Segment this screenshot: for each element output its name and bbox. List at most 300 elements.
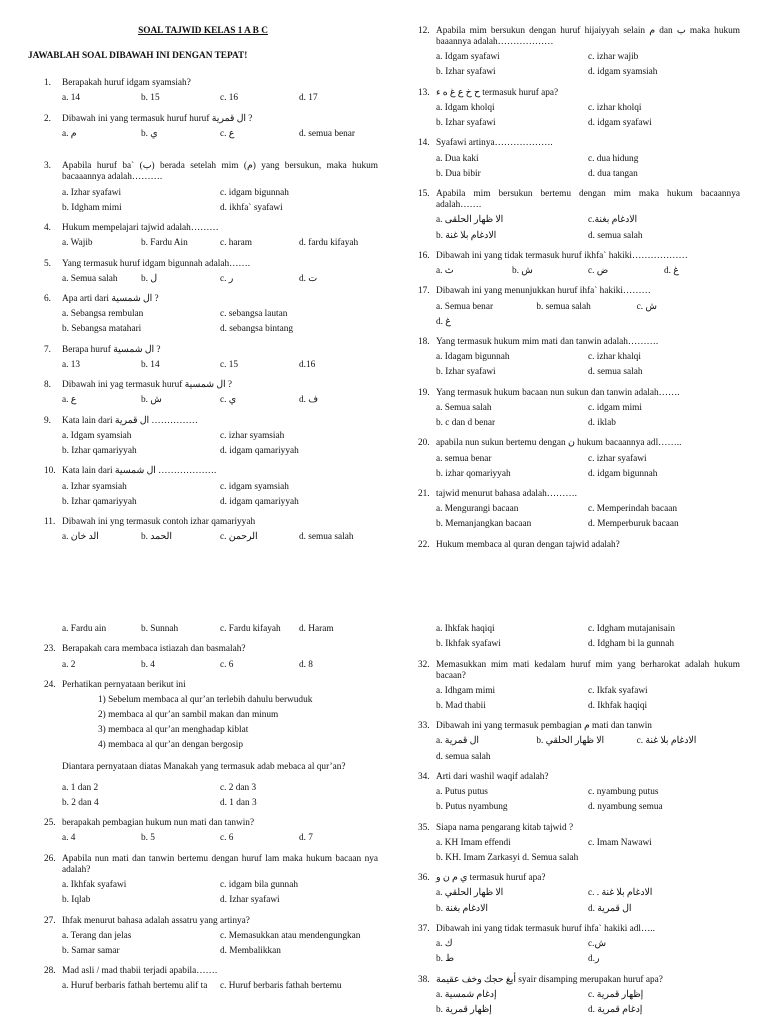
answer-options xyxy=(28,93,378,108)
question-text xyxy=(418,88,740,99)
question-stem: Dibawah ini yang menunjukkan huruf ihfa` hakiki……… xyxy=(436,286,651,297)
answer-option: a. 14 xyxy=(62,93,81,104)
question-number: 18. xyxy=(418,337,430,348)
question-item xyxy=(418,924,740,969)
answer-option: d. idgam qamariyyah xyxy=(220,446,299,457)
answer-option: b. الادغام بلا غنة xyxy=(436,230,497,241)
question-stem: Dibawah ini yang termasuk pembagian م mati dan tanwin xyxy=(436,721,652,732)
statement-item: 3) membaca al qur’an menghadap kiblat xyxy=(98,725,249,736)
answer-option: c. Huruf berbaris fathah bertemu xyxy=(220,981,342,992)
answer-option: b. ش xyxy=(512,266,533,277)
column-top-right xyxy=(418,26,740,556)
question-item xyxy=(28,966,378,996)
statement-item: 1) Sebelum membaca al qur’an terlebih dahulu berwuduk xyxy=(98,695,313,705)
answer-options xyxy=(28,360,378,375)
question-stem: Hukum mempelajari tajwid adalah……… xyxy=(62,223,219,234)
answer-option: d. Haram xyxy=(299,624,334,634)
answer-option: d. ال قمرية xyxy=(588,903,632,914)
question-stem: ح خ ع غ ه ء termasuk huruf apa? xyxy=(436,87,559,98)
answer-option: c. izhar kholqi xyxy=(588,102,642,113)
question-text xyxy=(418,138,740,149)
question-text xyxy=(418,26,740,48)
question-item xyxy=(418,823,740,868)
answer-options xyxy=(418,403,740,433)
answer-option: a. Izhar syamsiah xyxy=(62,481,127,492)
answer-option: c. Imam Nawawi xyxy=(588,837,652,848)
answer-option: d. Memperburuk bacaan xyxy=(588,519,679,530)
answer-option: b. Izhar syafawi xyxy=(436,367,496,378)
question-item xyxy=(28,818,378,848)
answer-options xyxy=(28,238,378,253)
question-number: 11. xyxy=(44,517,56,528)
question-number: 3. xyxy=(44,161,51,172)
answer-options xyxy=(28,880,378,910)
answer-option: a. الا ظهار الحلقي xyxy=(436,888,504,899)
question-number: 12. xyxy=(418,26,430,36)
answer-option: b. Izhar syafawi xyxy=(436,67,496,78)
answer-option: b. ل xyxy=(141,273,158,284)
question-number: 33. xyxy=(418,721,430,732)
answer-option: a. إدغام شمسية xyxy=(436,989,497,1000)
question-text xyxy=(418,489,740,500)
answer-options xyxy=(28,931,378,961)
answer-option: a. Semua salah xyxy=(436,402,492,413)
question-text xyxy=(28,294,378,305)
answer-option: a. الا ظهار الحلقى xyxy=(436,215,504,226)
question-item xyxy=(28,345,378,375)
answer-option: b. 15 xyxy=(141,93,160,104)
answer-options xyxy=(28,431,378,461)
question-text xyxy=(418,823,740,834)
answer-option: c. idgam bigunnah xyxy=(220,187,289,198)
question-number: 13. xyxy=(418,87,430,98)
question-text xyxy=(418,438,740,449)
question-text xyxy=(418,924,740,935)
question-stem: apabila nun sukun bertemu dengan ن hukum bacaannya adl…….. xyxy=(436,438,682,449)
answer-option: d. idgam qamariyyah xyxy=(220,496,299,507)
answer-option: c. 6 xyxy=(220,659,234,670)
answer-option: c. nyambung putus xyxy=(588,787,659,798)
answer-options xyxy=(28,532,378,547)
answer-option: d. غ xyxy=(436,316,451,327)
answer-option: a. Sebangsa rembulan xyxy=(62,309,144,320)
answer-option: a. 13 xyxy=(62,359,81,370)
answer-option: d. ikhfa` syafawi xyxy=(220,202,283,213)
answer-option: d. 17 xyxy=(299,93,318,104)
question-text xyxy=(418,975,740,986)
answer-option: b. KH. Imam Zarkasyi d. Semua salah xyxy=(436,852,579,863)
question-item xyxy=(418,975,740,1020)
answer-options xyxy=(418,624,740,654)
answer-option: b. Idgham mimi xyxy=(62,202,122,213)
question-item xyxy=(418,251,740,281)
question-item xyxy=(28,517,378,547)
question-stem: Kata lain dari ال شمسية ………………. xyxy=(62,466,217,477)
answer-option: c. izhar syafawi xyxy=(588,453,647,464)
answer-option: d. Idgham bi la gunnah xyxy=(588,639,674,650)
answer-option: b. semua salah xyxy=(536,301,591,312)
question-item xyxy=(418,88,740,133)
answer-option: c. Idgham mutajanisain xyxy=(588,624,676,634)
answer-option: c. izhar khalqi xyxy=(588,352,641,363)
answer-options xyxy=(418,990,740,1020)
answer-option: b. Ikhfak syafawi xyxy=(436,639,501,650)
question-number: 20. xyxy=(418,438,430,449)
answer-option: b. الادغام بغنة xyxy=(436,903,488,914)
answer-option: d. Ikhfak haqiqi xyxy=(588,700,648,711)
answer-option: a. Idhgam mimi xyxy=(436,685,496,696)
answer-option: d. idgam syafawi xyxy=(588,118,652,129)
answer-options xyxy=(28,482,378,512)
answer-option: c. sebangsa lautan xyxy=(220,309,288,320)
question-item xyxy=(28,624,378,639)
question-item xyxy=(28,380,378,410)
question-number: 34. xyxy=(418,771,430,782)
question-stem: berapakah pembagian hukum nun mati dan tanwin? xyxy=(62,818,255,829)
question-stem: Perhatikan pernyataan berikut ini xyxy=(62,679,186,690)
question-item xyxy=(418,388,740,433)
answer-options xyxy=(28,129,378,144)
question-text xyxy=(418,772,740,783)
question-number: 4. xyxy=(44,223,51,234)
question-stem: أيغ حجك وخف عقيمة syair disamping merupakan huruf apa? xyxy=(436,974,663,985)
answer-option: b. 4 xyxy=(141,659,155,670)
answer-option: c. ش xyxy=(636,301,657,312)
answer-option: b. Memanjangkan bacaan xyxy=(436,519,532,530)
question-item xyxy=(28,644,378,674)
question-text xyxy=(418,660,740,682)
answer-option: d. semua salah xyxy=(588,230,643,241)
question-item xyxy=(28,223,378,253)
answer-options xyxy=(28,981,378,996)
answer-option: c. Memasukkan atau mendengungkan xyxy=(220,930,361,941)
answer-option: a. Semua benar xyxy=(436,301,494,312)
instruction: JAWABLAH SOAL DIBAWAH INI DENGAN TEPAT! xyxy=(28,51,248,62)
answer-option: a. KH Imam effendi xyxy=(436,837,511,848)
answer-option: c. 16 xyxy=(220,93,239,104)
answer-options xyxy=(28,783,378,813)
question-item xyxy=(28,916,378,961)
question-text xyxy=(28,644,378,655)
column-bottom-left xyxy=(28,620,378,1002)
question-stem: Apabila mim bersukun bertemu dengan mim maka hukum bacaannya adalah……. xyxy=(436,189,740,211)
question-text xyxy=(28,223,378,234)
question-item xyxy=(418,721,740,766)
answer-option: a. Semua salah xyxy=(62,273,118,284)
question-number: 38. xyxy=(418,974,430,985)
question-item xyxy=(28,680,378,813)
question-number: 27. xyxy=(44,915,56,926)
question-stem: Arti dari washil waqif adalah? xyxy=(436,771,549,782)
question-number: 37. xyxy=(418,923,430,934)
answer-options xyxy=(418,154,740,184)
answer-option: d. ف xyxy=(299,395,318,406)
question-number: 19. xyxy=(418,387,430,398)
answer-option: d.ر xyxy=(588,954,600,965)
answer-option: b. Izhar syafawi xyxy=(436,118,496,129)
answer-option: d. idgam bigunnah xyxy=(588,468,658,479)
question-text xyxy=(28,380,378,391)
question-number: 22. xyxy=(418,539,430,550)
answer-option: c.ش xyxy=(588,939,606,950)
question-stem: Hukum membaca al quran dengan tajwid adalah? xyxy=(436,539,620,550)
answer-options xyxy=(418,52,740,82)
answer-option: d. إدغام قمرية xyxy=(588,1004,643,1015)
answer-option: c. الرحمن xyxy=(220,532,258,543)
answer-option: b. الا ظهار الحلقي xyxy=(536,736,605,747)
question-number: 28. xyxy=(44,966,56,977)
answer-option: d. semua benar xyxy=(299,128,356,139)
answer-option: b. Izhar qamariyyah xyxy=(62,496,137,507)
answer-option: d. 7 xyxy=(299,833,313,844)
question-item xyxy=(28,78,378,108)
question-item xyxy=(418,772,740,817)
answer-options xyxy=(418,103,740,133)
answer-option: b. izhar qomariyyah xyxy=(436,468,511,479)
question-stem: Berapakah huruf idgam syamsiah? xyxy=(62,78,191,89)
answer-options xyxy=(28,395,378,410)
answer-option: d. ت xyxy=(299,273,318,284)
spacer xyxy=(28,149,378,161)
answer-option: c. Ikfak syafawi xyxy=(588,685,648,696)
question-stem: Yang termasuk hukum mim mati dan tanwin adalah………. xyxy=(436,337,659,348)
answer-option: a. 1 dan 2 xyxy=(62,782,99,793)
answer-option: a. 4 xyxy=(62,833,76,844)
answer-option: a. ث xyxy=(436,266,454,277)
question-text xyxy=(418,540,740,551)
question-text xyxy=(28,466,378,477)
answer-option: a. ك xyxy=(436,939,453,950)
column-top-left xyxy=(28,26,378,553)
answer-options xyxy=(418,302,740,332)
answer-option: b. Samar samar xyxy=(62,945,120,956)
answer-option: a. Huruf berbaris fathah bertemu alif ta xyxy=(62,981,208,992)
answer-option: a. 2 xyxy=(62,659,76,670)
question-item xyxy=(418,138,740,183)
answer-option: b. ي xyxy=(141,128,158,139)
question-number: 17. xyxy=(418,286,430,297)
answer-option: c. ع xyxy=(220,128,235,139)
column-bottom-right xyxy=(418,620,740,1025)
answer-options xyxy=(28,660,378,675)
question-stem: Dibawah ini yng termasuk contoh izhar qamariyyah xyxy=(62,517,256,528)
answer-options xyxy=(28,309,378,339)
answer-option: d. sebangsa bintang xyxy=(220,324,294,335)
question-text xyxy=(28,78,378,89)
question-stem: Berapakah cara membaca istiazah dan basmalah? xyxy=(62,644,246,655)
question-item xyxy=(418,624,740,654)
question-number: 2. xyxy=(44,113,51,124)
answer-option: c. idgam syamsiah xyxy=(220,481,289,492)
answer-option: c. izhar wajib xyxy=(588,52,639,63)
answer-option: c. 15 xyxy=(220,359,239,370)
answer-option: a. Terang dan jelas xyxy=(62,930,132,941)
question-text xyxy=(418,251,740,262)
answer-option: c. ض xyxy=(588,266,609,277)
question-stem: ي م ن و termasuk huruf apa? xyxy=(436,873,546,884)
answer-option: b. Sunnah xyxy=(141,624,179,634)
answer-options xyxy=(418,787,740,817)
answer-option: a. ع xyxy=(62,395,77,406)
answer-options xyxy=(28,833,378,848)
page-bottom xyxy=(0,615,768,1024)
question-number: 32. xyxy=(418,659,430,670)
question-stem: Apabila huruf ba` (ب) berada setelah mim (م) yang bersukun, maka hukum bacaaannya adalah………. xyxy=(62,161,378,183)
answer-options xyxy=(418,266,740,281)
question-number: 1. xyxy=(44,78,51,89)
question-item xyxy=(418,26,740,83)
question-text xyxy=(28,517,378,528)
answer-option: b. c dan d benar xyxy=(436,418,496,429)
question-item xyxy=(418,337,740,382)
question-text xyxy=(418,337,740,348)
question-item xyxy=(418,438,740,483)
question-number: 10. xyxy=(44,466,56,477)
answer-options xyxy=(28,188,378,218)
question-item xyxy=(28,294,378,339)
answer-option: a. Idgam syafawi xyxy=(436,52,500,63)
question-text xyxy=(418,388,740,399)
question-stem: Dibawah ini yag termasuk huruf ال شمسية ? xyxy=(62,380,233,391)
answer-option: a. ال قمرية xyxy=(436,736,479,747)
answer-option: c. idgam mimi xyxy=(588,402,642,413)
question-text xyxy=(28,680,378,691)
question-number: 16. xyxy=(418,250,430,261)
answer-option: d. semua salah xyxy=(588,367,643,378)
answer-options xyxy=(418,504,740,534)
answer-option: d. iklab xyxy=(588,418,616,429)
answer-options xyxy=(418,888,740,918)
answer-option: b. Mad thabii xyxy=(436,700,486,711)
answer-option: c. 2 dan 3 xyxy=(220,782,257,793)
question-text xyxy=(418,873,740,884)
question-number: 25. xyxy=(44,818,56,829)
answer-option: c. ر xyxy=(220,273,234,284)
answer-option: a. Mengurangi bacaan xyxy=(436,504,519,515)
question-text xyxy=(28,416,378,427)
answer-option: a. Ikhfak syafawi xyxy=(62,880,127,891)
question-item xyxy=(418,540,740,551)
answer-option: a. Idagam bigunnah xyxy=(436,352,510,363)
question-text xyxy=(418,189,740,211)
answer-options xyxy=(418,215,740,245)
answer-option: c. Fardu kifayah xyxy=(220,624,281,634)
answer-options xyxy=(418,352,740,382)
question-item xyxy=(28,466,378,511)
question-number: 26. xyxy=(44,853,56,864)
answer-option: b. الحمد xyxy=(141,532,172,543)
question-text xyxy=(28,161,378,183)
answer-option: c. idgam bila gunnah xyxy=(220,880,298,891)
answer-option: d. 1 dan 3 xyxy=(220,797,257,808)
answer-option: a. م xyxy=(62,128,77,139)
question-stem: Yang termasuk huruf idgam bigunnah adalah……. xyxy=(62,258,251,269)
question-text xyxy=(418,286,740,297)
answer-option: d. semua salah xyxy=(436,751,491,762)
question-text xyxy=(28,916,378,927)
answer-option: a. Idgam syamsiah xyxy=(62,430,132,441)
question-text xyxy=(28,966,378,977)
answer-option: d. nyambung semua xyxy=(588,802,663,813)
answer-option: c. haram xyxy=(220,238,253,249)
answer-option: c. dua hidung xyxy=(588,153,639,164)
question-stem: Syafawi artinya………………. xyxy=(436,138,553,149)
answer-option: c. 6 xyxy=(220,833,234,844)
answer-option: b. Sebangsa matahari xyxy=(62,324,142,335)
question-stem: Dibawah ini yang termasuk huruf huruf ال قمرية ? xyxy=(62,113,253,124)
question-stem: Mad asli / mad thabii terjadi apabila……. xyxy=(62,966,218,977)
answer-option: c. إظهار قمرية xyxy=(588,989,644,1000)
question-text xyxy=(28,854,378,876)
answer-option: c. ي xyxy=(220,395,237,406)
page-title: SOAL TAJWID KELAS 1 A B C xyxy=(138,26,268,36)
answer-option: b. ش xyxy=(141,395,162,406)
question-number: 36. xyxy=(418,873,430,884)
answer-option: a. Putus putus xyxy=(436,787,488,798)
question-number: 9. xyxy=(44,415,51,426)
question-item xyxy=(28,259,378,289)
answer-option: a. Idgam kholqi xyxy=(436,102,495,113)
question-number: 7. xyxy=(44,344,51,355)
answer-option: a. Dua kaki xyxy=(436,153,479,164)
question-item xyxy=(418,189,740,246)
question-text xyxy=(418,721,740,732)
question-number: 23. xyxy=(44,644,56,655)
question-followup: Diantara pernyataan diatas Manakah yang termasuk adab mebaca al qur’an? xyxy=(62,761,346,772)
question-text xyxy=(28,259,378,270)
question-item xyxy=(28,416,378,461)
question-text xyxy=(28,114,378,125)
answer-option: b. Putus nyambung xyxy=(436,802,508,813)
answer-option: d. Izhar syafawi xyxy=(220,895,280,906)
answer-option: d. fardu kifayah xyxy=(299,238,359,249)
question-stem: Ihfak menurut bahasa adalah assatru yang artinya? xyxy=(62,915,250,926)
question-number: 24. xyxy=(44,679,56,690)
answer-option: b. 2 dan 4 xyxy=(62,797,99,808)
answer-options xyxy=(418,686,740,716)
answer-option: d. غ xyxy=(664,266,679,277)
question-stem: Berapa huruf ال شمسية ? xyxy=(62,344,161,355)
answer-option: d. semua salah xyxy=(299,532,354,543)
answer-option: c. . الادغام بلا غنة xyxy=(588,888,653,899)
question-stem: Memasukkan mim mati kedalam huruf mim yang berharokat adalah hukum bacaan? xyxy=(436,659,740,681)
question-item xyxy=(418,873,740,918)
answer-option: d.16 xyxy=(299,359,316,370)
answer-options xyxy=(418,736,740,766)
statement-item: 4) membaca al qur’an dengan bergosip xyxy=(98,740,243,751)
question-stem: Siapa nama pengarang kitab tajwid ? xyxy=(436,822,574,833)
statement-item: 2) membaca al qur’an sambil makan dan minum xyxy=(98,710,279,721)
answer-option: b. 14 xyxy=(141,359,160,370)
answer-option: d. 8 xyxy=(299,659,313,670)
answer-options xyxy=(418,838,740,868)
answer-option: b. ط xyxy=(436,954,454,965)
question-text xyxy=(28,818,378,829)
answer-option: d. idgam syamsiah xyxy=(588,67,658,78)
question-stem: tajwid menurut bahasa adalah………. xyxy=(436,489,577,500)
question-number: 14. xyxy=(418,138,430,149)
question-item xyxy=(28,161,378,218)
question-number: 8. xyxy=(44,380,51,391)
answer-option: a. Wajib xyxy=(62,238,93,249)
question-stem: Yang termasuk hukum bacaan nun sukun dan tanwin adalah……. xyxy=(436,387,680,398)
question-stem: Apabila mim bersukun dengan huruf hijaiyyah selain م dan ب maka hukum baaannya adalah……………… xyxy=(436,26,741,48)
answer-option: a. semua benar xyxy=(436,453,492,464)
question-item xyxy=(28,114,378,144)
answer-option: d. dua tangan xyxy=(588,168,638,179)
answer-option: b. إظهار قمرية xyxy=(436,1004,492,1015)
question-item xyxy=(418,489,740,534)
